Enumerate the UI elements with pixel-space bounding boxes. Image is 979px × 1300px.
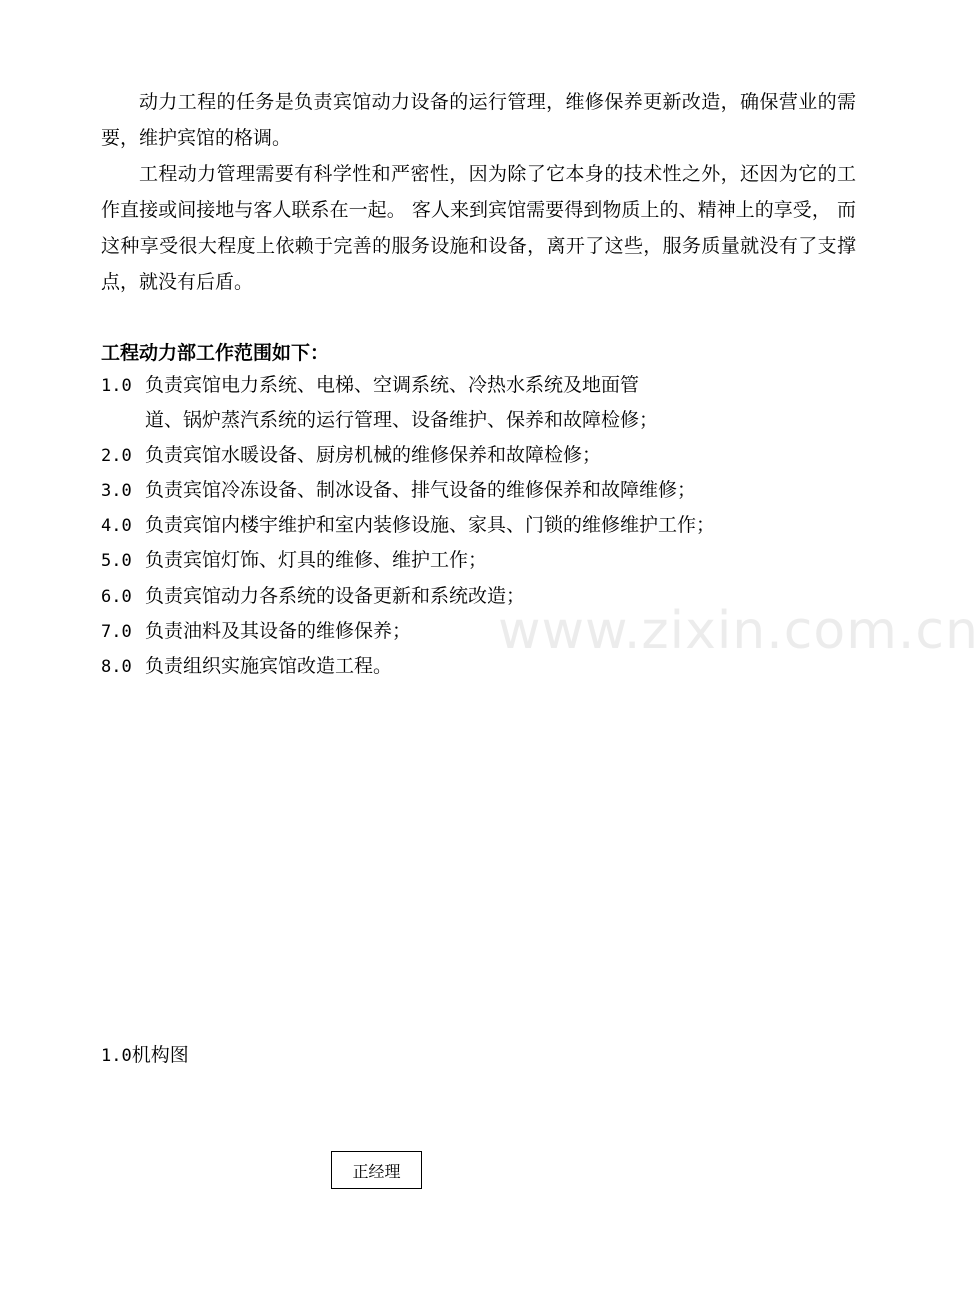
intro-paragraph-1: 动力工程的任务是负责宾馆动力设备的运行管理，维修保养更新改造，确保营业的需要，维护宾馆的格调。 [101,91,856,149]
section-number: 1.0 [101,1046,132,1066]
list-item [101,438,821,473]
list-item [101,473,821,508]
list-item-text: 负责宾馆冷冻设备、制冰设备、排气设备的维修保养和故障维修； [145,478,697,501]
list-item-text: 负责宾馆灯饰、灯具的维修、维护工作； [145,549,488,572]
list-item [101,508,821,543]
list-item-text-continued: 道、锅炉蒸汽系统的运行管理、设备维护、保养和故障检修； [145,409,659,432]
intro-paragraph-2: 工程动力管理需要有科学性和严密性，因为除了它本身的技术性之外，还因为它的工作直接或间接地与客人联系在一起。 客人来到宾馆需要得到物质上的、精神上的享受， 而这种享受很大程度上依赖于完善的服务设施和设备，离开了这些，服务质量就没有了支撑点，就没有后盾。 [101,163,856,293]
watermark: www.zixin.com.cn [498,601,979,661]
list-item-number: 1.0 [101,376,132,396]
list-item-text: 负责油料及其设备的维修保养； [145,620,412,643]
list-item-number: 3.0 [101,480,132,501]
scope-heading: 工程动力部工作范围如下： [101,342,330,364]
list-item [101,614,821,649]
scope-list [101,368,821,685]
list-item-text: 负责宾馆电力系统、电梯、空调系统、冷热水系统及地面管 [145,374,640,396]
list-item-number: 4.0 [101,516,132,537]
list-item [101,579,821,614]
list-item-text: 负责宾馆内楼宇维护和室内装修设施、家具、门锁的维修维护工作； [145,514,716,537]
list-item-number: 6.0 [101,586,132,607]
list-item-number: 2.0 [101,445,132,466]
org-chart-box-general-manager [331,1151,422,1189]
list-item [101,543,821,578]
org-chart-section-title [101,1040,189,1071]
list-item [101,649,821,684]
list-item-text: 负责宾馆水暖设备、厨房机械的维修保养和故障检修； [145,443,602,466]
list-item-number: 8.0 [101,657,132,678]
list-item-text: 负责宾馆动力各系统的设备更新和系统改造； [145,584,526,607]
list-item [101,368,821,438]
org-chart-box-label: 正经理 [352,1161,401,1181]
list-item-number: 7.0 [101,622,132,643]
section-title-text: 机构图 [131,1044,189,1066]
list-item-text: 负责组织实施宾馆改造工程。 [145,655,393,678]
list-item-number: 5.0 [101,551,132,572]
